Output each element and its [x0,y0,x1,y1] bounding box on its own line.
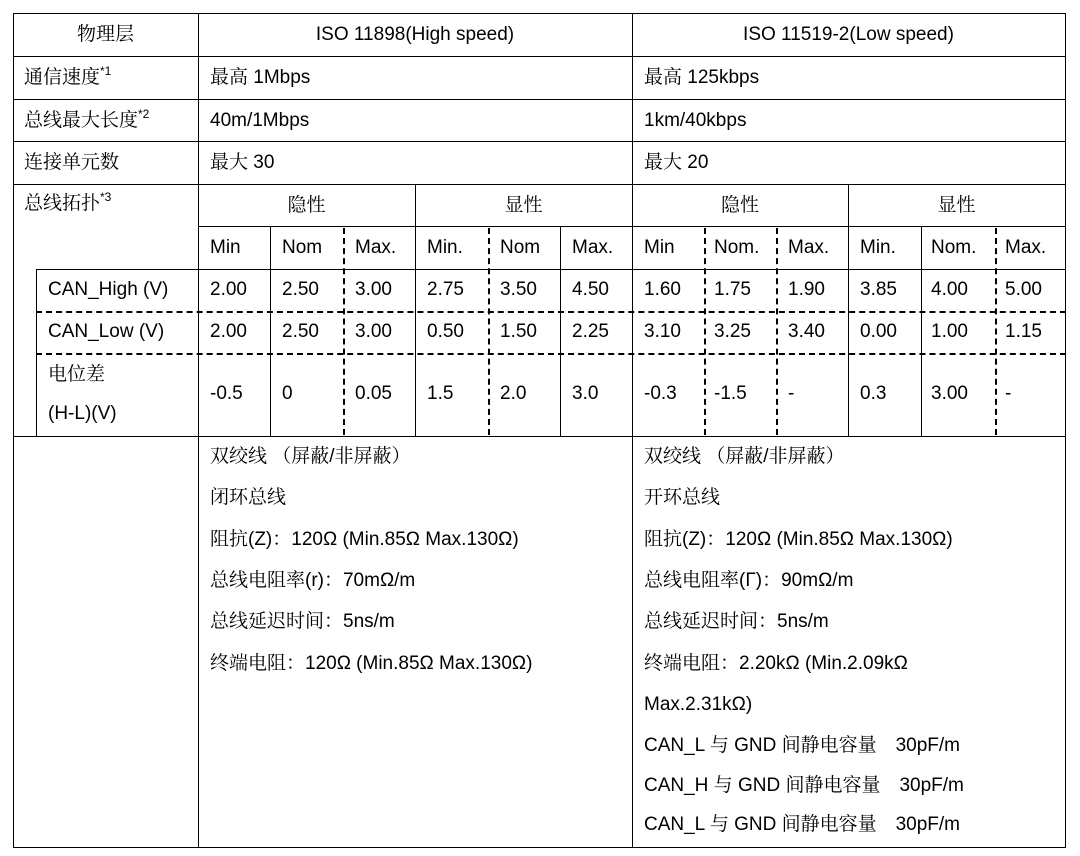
sub-header: Min. [427,237,463,258]
sub-header: Min [210,237,241,258]
row-label-length: 总线最大长度$^{*2}$ [24,107,150,131]
diff-value: 0.05 [355,383,392,404]
can-low-value: 0.00 [860,321,897,342]
can-high-value: 5.00 [1005,279,1042,300]
col-line [415,184,416,436]
can-low-value: 3.10 [644,321,681,342]
sub-header: Min. [860,237,896,258]
cable-hs-line: 阻抗(Z)：120Ω (Min.85Ω Max.130Ω) [210,529,519,550]
row-dashed-line [36,311,1066,313]
length-low-speed: 1km/40kbps [644,110,747,131]
can-high-value: 2.75 [427,279,464,300]
can-high-value: 1.75 [714,279,751,300]
sub-header: Nom. [931,237,977,258]
can-high-value: 3.85 [860,279,897,300]
border-bottom [13,847,1066,848]
speed-low-speed: 最高 125kbps [644,67,760,88]
col-line [921,226,922,436]
diff-value: 0 [282,383,293,404]
diff-value: - [788,383,795,404]
header-high-speed: ISO 11898(High speed) [315,24,515,45]
col-line [560,226,561,436]
can-high-value: 3.00 [355,279,392,300]
col-line [270,226,271,436]
col-line [36,269,37,436]
diff-value: 0.3 [860,383,887,404]
diff-value: -0.5 [210,383,243,404]
can-high-value: 4.50 [572,279,609,300]
col-dashed-line [995,228,997,435]
col-line [632,13,633,848]
cable-hs-line: 双绞线 （屏蔽/非屏蔽） [210,446,411,467]
row-line [13,99,1066,100]
can-low-value: 3.00 [355,321,392,342]
row-label-units: 连接单元数 [24,152,120,173]
cable-ls-line: Max.2.31kΩ) [644,694,753,715]
cable-ls-line: CAN_H 与 GND 间静电容量 30pF/m [644,775,964,796]
cable-ls-line: CAN_L 与 GND 间静电容量 30pF/m [644,814,961,835]
cable-ls-line: 终端电阻：2.20kΩ (Min.2.09kΩ [644,653,908,674]
ls-recessive-header: 隐性 [720,195,759,216]
units-low-speed: 最大 20 [644,152,709,173]
row-label-diff-1: 电位差 [48,364,106,385]
col-dashed-line [776,228,778,435]
diff-value: -1.5 [714,383,747,404]
col-dashed-line [488,228,490,435]
cable-ls-line: 总线延迟时间：5ns/m [644,611,829,632]
can-high-value: 2.00 [210,279,247,300]
can-high-value: 2.50 [282,279,319,300]
sub-header: Max. [1005,237,1047,258]
row-line [13,56,1066,57]
diff-value: 3.00 [931,383,968,404]
cable-hs-line: 闭环总线 [210,487,287,508]
hs-dominant-header: 显性 [504,195,543,216]
diff-value: 1.5 [427,383,454,404]
header-low-speed: ISO 11519-2(Low speed) [743,24,954,45]
can-low-value: 2.25 [572,321,609,342]
col-line [198,13,199,848]
can-low-value: 1.50 [500,321,537,342]
sub-header: Max. [355,237,397,258]
border-right [1065,13,1066,848]
can-low-value: 2.50 [282,321,319,342]
length-high-speed: 40m/1Mbps [210,110,310,131]
cable-ls-line: 阻抗(Z)：120Ω (Min.85Ω Max.130Ω) [644,529,953,550]
can-high-value: 1.60 [644,279,681,300]
col-dashed-line [343,228,345,435]
cable-ls-line: CAN_L 与 GND 间静电容量 30pF/m [644,735,961,756]
can-high-value: 4.00 [931,279,968,300]
col-dashed-line [704,228,706,435]
cable-hs-line: 总线延迟时间：5ns/m [210,611,395,632]
sub-header: Nom [282,237,323,258]
hs-recessive-header: 隐性 [287,195,326,216]
border-top [13,13,1066,14]
sub-header: Max. [572,237,614,258]
header-physical-layer: 物理层 [76,24,134,45]
border-left [13,13,14,848]
sub-header: Min [644,237,675,258]
units-high-speed: 最大 30 [210,152,275,173]
can-low-value: 3.25 [714,321,751,342]
row-line [13,141,1066,142]
row-line [13,184,1066,185]
cable-ls-line: 总线电阻率(Γ)：90mΩ/m [644,570,854,591]
diff-value: 2.0 [500,383,527,404]
row-label-topology: 总线拓扑$^{*3}$ [24,190,112,214]
can-high-value: 1.90 [788,279,825,300]
cable-hs-line: 总线电阻率(r)：70mΩ/m [210,570,416,591]
diff-value: 3.0 [572,383,599,404]
row-label-diff-2: (H-L)(V) [48,403,117,424]
row-label-speed: 通信速度$^{*1}$ [24,64,112,88]
sub-header: Nom. [714,237,760,258]
row-label-can-low: CAN_Low (V) [48,321,165,342]
diff-value: -0.3 [644,383,677,404]
can-high-value: 3.50 [500,279,537,300]
row-line [36,269,1066,270]
row-dashed-line [36,353,1066,355]
can-low-value: 2.00 [210,321,247,342]
can-low-value: 0.50 [427,321,464,342]
row-label-can-high: CAN_High (V) [48,279,169,300]
diff-value: - [1005,383,1012,404]
cable-hs-line: 终端电阻：120Ω (Min.85Ω Max.130Ω) [210,653,533,674]
row-line [13,436,1066,437]
can-low-value: 1.00 [931,321,968,342]
can-low-value: 3.40 [788,321,825,342]
can-low-value: 1.15 [1005,321,1042,342]
ls-dominant-header: 显性 [937,195,976,216]
col-line [848,184,849,436]
cable-ls-line: 双绞线 （屏蔽/非屏蔽） [644,446,845,467]
sub-header: Nom [500,237,541,258]
cable-ls-line: 开环总线 [644,487,721,508]
sub-header: Max. [788,237,830,258]
speed-high-speed: 最高 1Mbps [210,67,311,88]
